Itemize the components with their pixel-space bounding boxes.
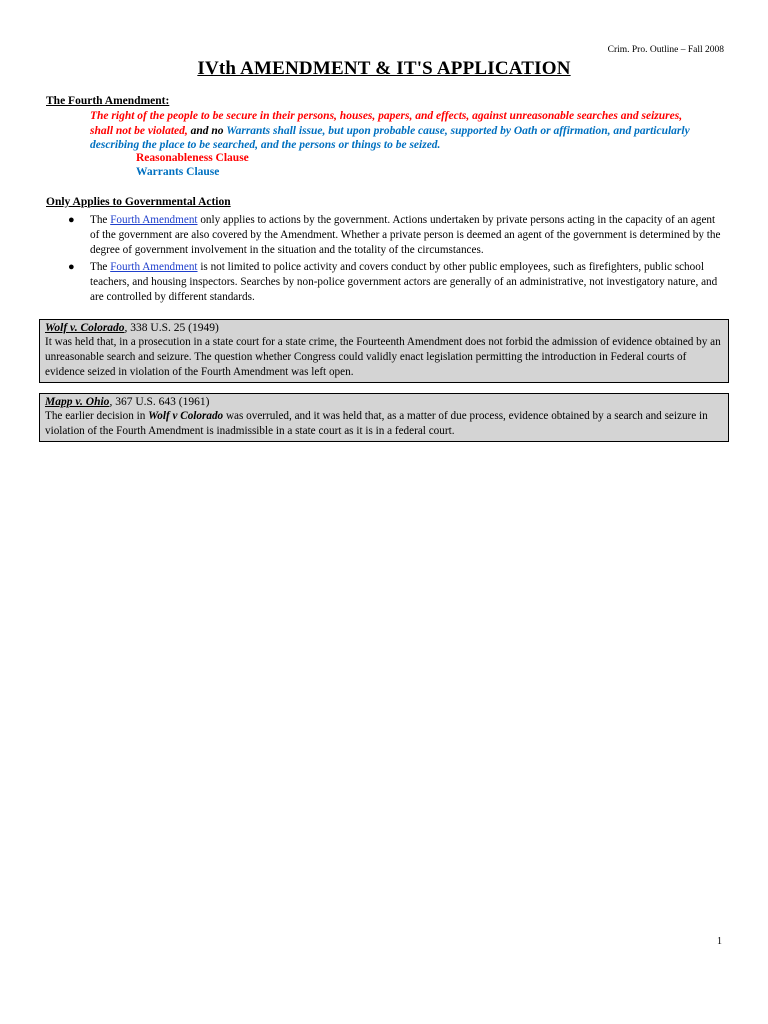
case-citation: , 338 U.S. 25 (1949) [124, 322, 219, 334]
case-box-wolf [39, 319, 729, 383]
list-item [68, 213, 724, 258]
course-note: Crim. Pro. Outline – Fall 2008 [607, 45, 724, 55]
fourth-amendment-link[interactable]: Fourth Amendment [110, 214, 198, 226]
holding-prefix: The earlier decision in [45, 410, 149, 422]
case-name: Mapp v. Ohio [45, 396, 110, 408]
bullet-icon: ● [68, 261, 75, 273]
case-holding [40, 409, 728, 441]
bullet-text: only applies to actions by the government. Actions undertaken by private persons acting in the capacity of an agent of the government are also covered by the Amendment. Whether a private person is deemed an agent of the government is determined by the degree of government involvement in the situation and the totality of the circumstances. [90, 214, 721, 256]
fourth-amendment-heading: The Fourth Amendment: [46, 95, 170, 107]
bullet-prefix: The [90, 214, 111, 226]
warrants-clause-label: Warrants Clause [136, 166, 220, 178]
page-title: IVth AMENDMENT & IT'S APPLICATION [197, 58, 571, 79]
bullet-text: is not limited to police activity and covers conduct by other public employees, such as firefighters, public school teachers, and housing inspectors. Searches by non-police government actors are generally of an administrative, not investigatory nature, and are controlled by different standards. [90, 261, 718, 303]
holding-text: was overruled, and it was held that, as a matter of due process, evidence obtained by a search and seizure in violation of the Fourth Amendment is inadmissible in a state court as it is in a federal court. [45, 410, 708, 437]
page-number: 1 [717, 936, 722, 947]
case-reference: Wolf v Colorado [148, 410, 224, 422]
list-item [68, 260, 724, 305]
case-box-mapp [39, 393, 729, 442]
governmental-action-list [68, 213, 724, 307]
case-holding: It was held that, in a prosecution in a state court for a state crime, the Fourteenth Amendment does not forbid the admission of evidence obtained by an unreasonable search and seizure. The question whether Congress could validly enact legislation permitting the introduction in Federal courts of evidence seized in violation of the Fourth Amendment was left open. [40, 335, 728, 382]
case-citation: , 367 U.S. 643 (1961) [109, 396, 210, 408]
quote-warrants-part: Warrants shall issue, but upon probable cause, supported by Oath or affirmation, and particularly describing the place to be searched, and the persons or things to be seized. [90, 124, 690, 151]
fourth-amendment-link[interactable]: Fourth Amendment [110, 261, 198, 273]
reasonableness-clause-label: Reasonableness Clause [136, 152, 249, 164]
governmental-action-heading: Only Applies to Governmental Action [46, 196, 231, 208]
bullet-prefix: The [90, 261, 111, 273]
fourth-amendment-quote [90, 109, 700, 153]
case-header [40, 394, 728, 409]
bullet-icon: ● [68, 214, 75, 226]
case-header [40, 320, 728, 335]
case-name: Wolf v. Colorado [45, 322, 125, 334]
quote-connector: and no [187, 124, 227, 137]
quote-reasonableness-part: The right of the people to be secure in their persons, houses, papers, and effects, against unreasonable searches and seizures, shall not be violated, [90, 110, 683, 137]
